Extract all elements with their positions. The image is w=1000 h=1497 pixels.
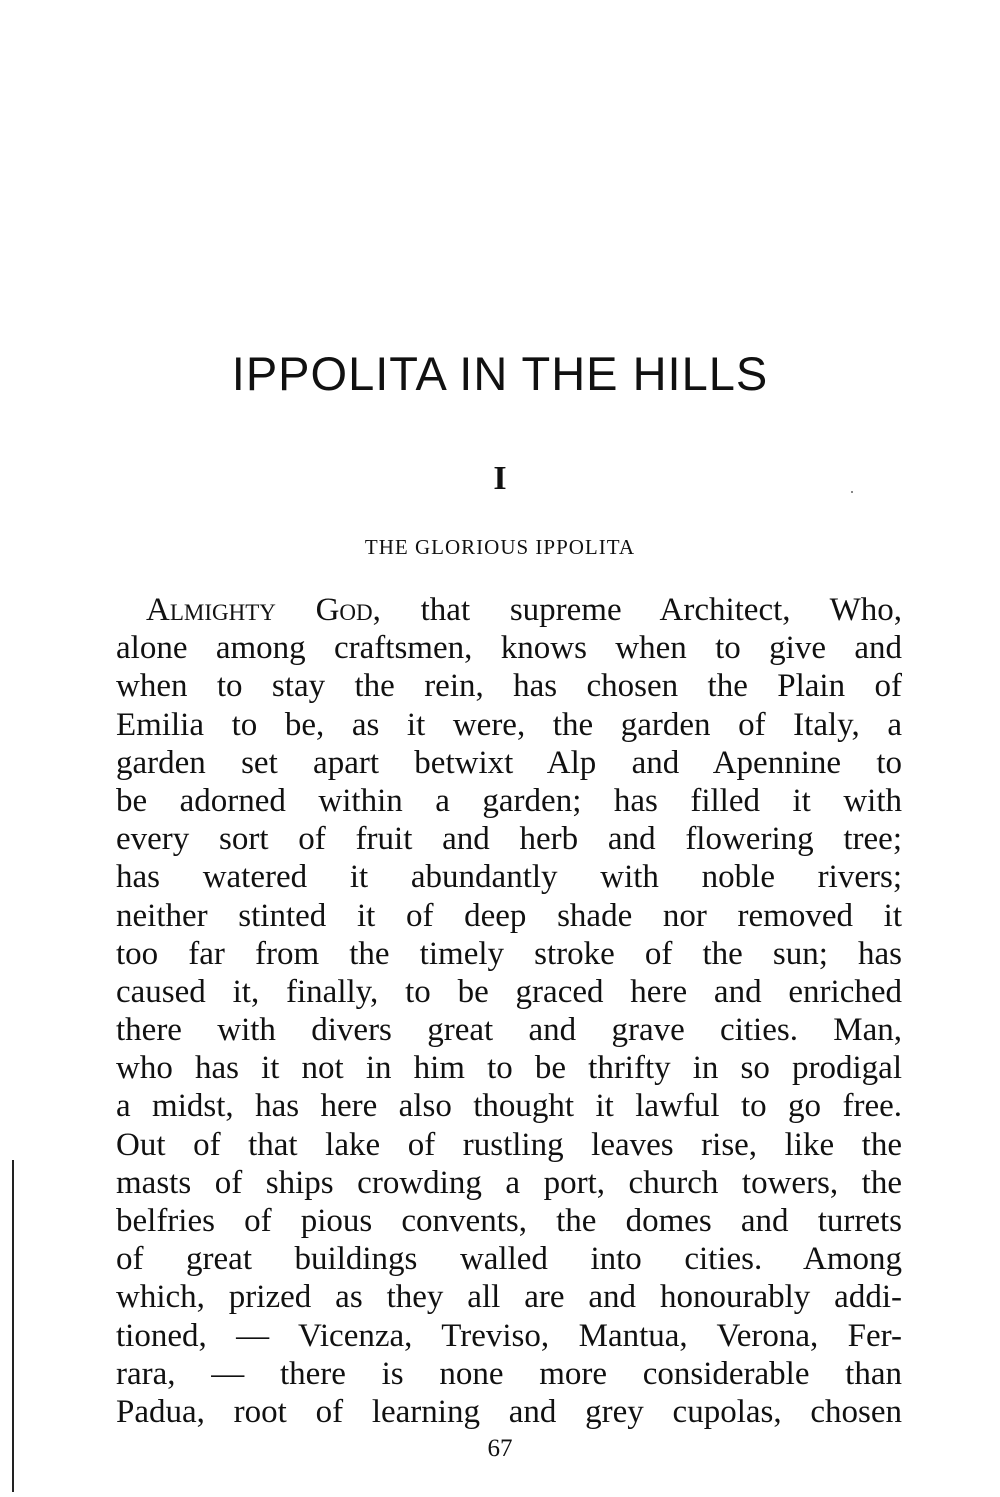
first-line-rest: that supreme Architect, Who,: [420, 592, 903, 628]
text-line: there with divers great and grave cities. Man,: [116, 1012, 902, 1049]
chapter-number: I: [493, 460, 507, 497]
text-line: of great buildings walled into cities. Among: [116, 1241, 902, 1278]
text-line: every sort of fruit and herb and flowering tree;: [116, 821, 902, 858]
text-line: Out of that lake of rustling leaves rise, like the: [116, 1126, 902, 1163]
text-line-first: [116, 591, 902, 629]
text-line: be adorned within a garden; has filled it with: [116, 782, 902, 819]
text-line: caused it, finally, to be graced here and enriched: [116, 973, 902, 1010]
text-line: alone among craftsmen, knows when to give and: [116, 630, 902, 667]
opening-word-2: God,: [315, 592, 381, 628]
page-title: IPPOLITA IN THE HILLS: [231, 347, 769, 400]
text-line: when to stay the rein, has chosen the Plain of: [116, 668, 902, 705]
text-line: which, prized as they all are and honourably addi-: [116, 1279, 902, 1316]
text-line: has watered it abundantly with noble rivers;: [116, 859, 902, 896]
scan-margin-rule: [12, 1160, 14, 1492]
text-line: neither stinted it of deep shade nor removed it: [116, 897, 902, 934]
opening-word: Almighty: [146, 592, 276, 628]
text-line-last: Padua, root of learning and grey cupolas, chosen: [116, 1393, 902, 1430]
text-line: who has it not in him to be thrifty in so prodigal: [116, 1050, 902, 1087]
text-line: too far from the timely stroke of the sun; has: [116, 935, 902, 972]
text-line: garden set apart betwixt Alp and Apennine to: [116, 744, 902, 781]
text-line: masts of ships crowding a port, church towers, the: [116, 1164, 902, 1201]
text-line: tioned, — Vicenza, Treviso, Mantua, Verona, Fer-: [116, 1317, 902, 1354]
chapter-title: THE GLORIOUS IPPOLITA: [364, 535, 636, 559]
text-line: rara, — there is none more considerable than: [116, 1355, 902, 1392]
page-number: 67: [487, 1435, 513, 1462]
scan-speck: [851, 491, 853, 493]
text-line: belfries of pious convents, the domes and turrets: [116, 1203, 902, 1239]
body-paragraph: [116, 591, 902, 1431]
text-line: Emilia to be, as it were, the garden of Italy, a: [116, 706, 902, 743]
text-line: a midst, has here also thought it lawful to go free.: [116, 1088, 902, 1125]
